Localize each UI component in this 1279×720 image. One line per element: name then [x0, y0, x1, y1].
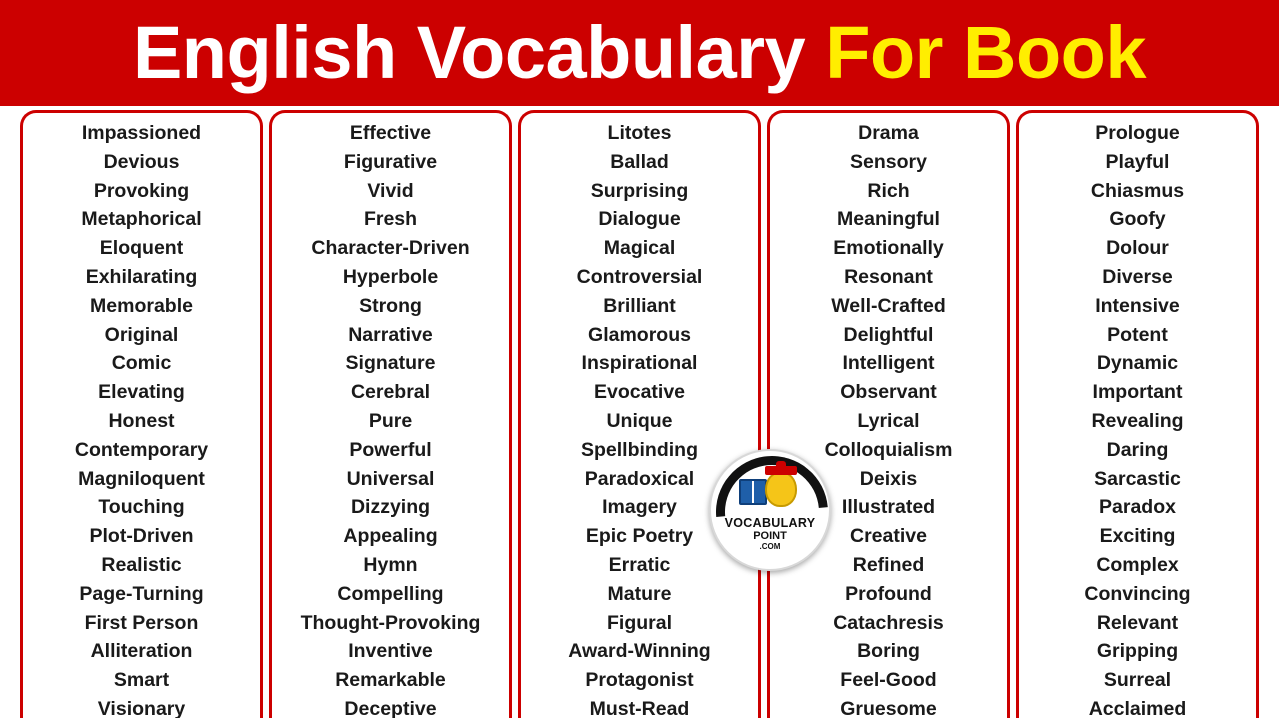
list-item: Glamorous	[588, 323, 691, 346]
list-item: Compelling	[337, 582, 444, 605]
list-item: Chiasmus	[1090, 179, 1185, 202]
list-item: Devious	[103, 150, 180, 173]
page-title-highlight: For Book	[825, 11, 1147, 94]
list-item: Thought-Provoking	[300, 611, 481, 634]
list-item: Acclaimed	[1088, 697, 1187, 718]
list-item: Important	[1092, 381, 1183, 404]
list-item: Epic Poetry	[585, 525, 694, 548]
list-item: Honest	[108, 409, 175, 432]
list-item: Litotes	[607, 122, 672, 144]
list-item: Alliteration	[90, 640, 193, 663]
list-item: Dizzying	[350, 496, 431, 519]
list-item: Unique	[606, 409, 673, 432]
list-item: Intensive	[1095, 294, 1180, 317]
list-item: Protagonist	[585, 669, 694, 692]
list-item: Magical	[603, 237, 676, 260]
list-item: Complex	[1096, 553, 1179, 576]
list-item: Inspirational	[581, 352, 698, 375]
book-icon	[739, 479, 767, 505]
list-item: Catachresis	[833, 611, 944, 634]
list-item: Elevating	[98, 381, 185, 404]
list-item: Diverse	[1102, 265, 1173, 288]
list-item: Paradoxical	[584, 467, 695, 490]
list-item: Figural	[606, 611, 672, 634]
list-item: Dolour	[1106, 237, 1169, 260]
logo-mascot-icon	[739, 469, 801, 515]
list-item: Contemporary	[74, 438, 209, 461]
logo-domain: .COM	[759, 542, 781, 551]
list-item: Imagery	[602, 496, 677, 519]
list-item: Hyperbole	[342, 265, 439, 288]
list-item: Hymn	[363, 553, 418, 576]
list-item: Meaningful	[837, 208, 940, 231]
list-item: Metaphorical	[81, 208, 202, 231]
list-item: Daring	[1106, 438, 1169, 461]
word-column-5	[1016, 110, 1259, 718]
list-item: Comic	[111, 352, 172, 375]
list-item: Visionary	[97, 697, 186, 718]
list-item: Lyrical	[857, 409, 920, 432]
list-item: Figurative	[343, 150, 438, 173]
list-item: Narrative	[348, 323, 433, 346]
bird-icon	[765, 471, 797, 507]
vocabulary-point-logo	[709, 449, 831, 571]
list-item: Rich	[867, 179, 910, 202]
list-item: Signature	[345, 352, 436, 375]
list-item: Fresh	[363, 208, 418, 231]
list-item: Eloquent	[99, 237, 184, 260]
list-item: Pure	[368, 409, 413, 432]
word-column-2	[269, 110, 512, 718]
list-item: Dialogue	[598, 208, 681, 231]
list-item: Impassioned	[81, 122, 202, 144]
list-item: Feel-Good	[840, 669, 937, 692]
list-item: Observant	[840, 381, 937, 404]
list-item: Original	[104, 323, 179, 346]
list-item: Universal	[346, 467, 435, 490]
list-item: Vivid	[367, 179, 414, 202]
logo-subname: POINT	[753, 530, 787, 542]
list-item: Drama	[858, 122, 919, 144]
list-item: Inventive	[348, 640, 433, 663]
list-item: Must-Read	[589, 697, 690, 718]
header-banner	[0, 0, 1279, 106]
list-item: Refined	[852, 553, 925, 576]
list-item: Potent	[1107, 323, 1168, 346]
list-item: Well-Crafted	[831, 294, 946, 317]
list-item: Goofy	[1109, 208, 1166, 231]
list-item: Intelligent	[842, 352, 935, 375]
list-item: Exhilarating	[85, 265, 198, 288]
graduation-cap-icon	[765, 466, 797, 475]
list-item: Memorable	[90, 294, 193, 317]
list-item: Spellbinding	[581, 438, 698, 461]
list-item: Realistic	[101, 553, 182, 576]
list-item: Colloquialism	[824, 438, 953, 461]
word-columns	[20, 110, 1259, 718]
list-item: Smart	[113, 669, 170, 692]
list-item: Gripping	[1096, 640, 1179, 663]
list-item: Plot-Driven	[89, 525, 194, 548]
list-item: Award-Winning	[568, 640, 711, 663]
list-item: Illustrated	[841, 496, 936, 519]
list-item: Provoking	[93, 179, 190, 202]
list-item: Erratic	[608, 553, 671, 576]
list-item: First Person	[84, 611, 199, 634]
list-item: Paradox	[1099, 496, 1176, 519]
list-item: Revealing	[1091, 409, 1184, 432]
list-item: Exciting	[1099, 525, 1176, 548]
list-item: Relevant	[1096, 611, 1179, 634]
page-title-primary: English Vocabulary	[132, 11, 826, 94]
list-item: Resonant	[844, 265, 933, 288]
list-item: Sensory	[850, 150, 927, 173]
word-column-4	[767, 110, 1010, 718]
list-item: Remarkable	[335, 669, 446, 692]
list-item: Profound	[845, 582, 932, 605]
list-item: Delightful	[843, 323, 934, 346]
list-item: Mature	[607, 582, 672, 605]
list-item: Evocative	[593, 381, 686, 404]
list-item: Controversial	[576, 265, 703, 288]
list-item: Cerebral	[350, 381, 431, 404]
list-item: Creative	[850, 525, 927, 548]
list-item: Boring	[857, 640, 920, 663]
list-item: Emotionally	[833, 237, 944, 260]
list-item: Page-Turning	[79, 582, 204, 605]
list-item: Dynamic	[1096, 352, 1179, 375]
list-item: Convincing	[1084, 582, 1191, 605]
list-item: Appealing	[343, 525, 438, 548]
list-item: Strong	[359, 294, 422, 317]
list-item: Magniloquent	[78, 467, 205, 490]
logo-name: VOCABULARY	[724, 516, 816, 530]
list-item: Surprising	[590, 179, 689, 202]
list-item: Deceptive	[344, 697, 437, 718]
word-column-3	[518, 110, 761, 718]
word-column-1	[20, 110, 263, 718]
list-item: Deixis	[859, 467, 918, 490]
list-item: Effective	[349, 122, 432, 144]
list-item: Prologue	[1095, 122, 1180, 144]
list-item: Surreal	[1103, 669, 1172, 692]
list-item: Brilliant	[603, 294, 676, 317]
list-item: Touching	[98, 496, 185, 519]
list-item: Playful	[1105, 150, 1170, 173]
list-item: Gruesome	[840, 697, 937, 718]
list-item: Ballad	[610, 150, 669, 173]
page-title	[132, 11, 1147, 94]
list-item: Character-Driven	[311, 237, 470, 260]
list-item: Powerful	[349, 438, 432, 461]
list-item: Sarcastic	[1094, 467, 1181, 490]
